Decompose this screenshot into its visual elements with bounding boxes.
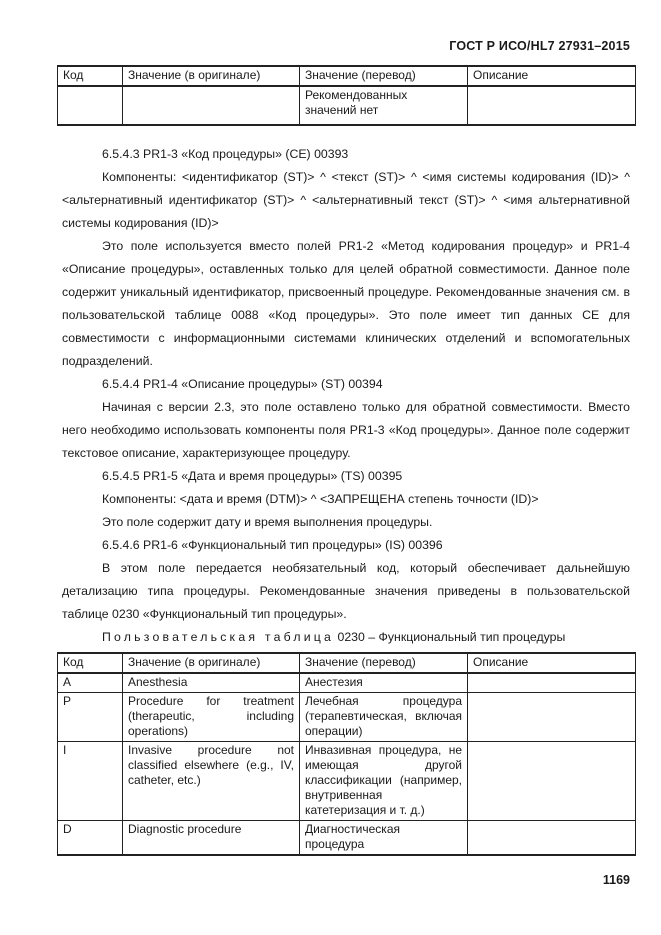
cell-description bbox=[468, 821, 636, 856]
table-row bbox=[58, 693, 636, 742]
cell-description bbox=[468, 693, 636, 742]
table-caption bbox=[62, 626, 630, 649]
cell-code: D bbox=[58, 821, 123, 856]
cell-translation: Лечебная процедура (терапевтическая, включая операции) bbox=[300, 693, 468, 742]
cell-original: Procedure for treatment (therapeutic, including operations) bbox=[123, 693, 300, 742]
column-header-description: Описание bbox=[468, 653, 636, 673]
section-heading: 6.5.4.6 PR1-6 «Функциональный тип процедуры» (IS) 00396 bbox=[102, 538, 443, 552]
section-heading: 6.5.4.4 PR1-4 «Описание процедуры» (ST) 00394 bbox=[102, 377, 383, 391]
cell-original: Invasive procedure not classified elsewhere (e.g., IV, catheter, etc.) bbox=[123, 742, 300, 821]
table-row bbox=[58, 673, 636, 693]
paragraph: В этом поле передается необязательный код, который обеспечивает дальнейшую детализацию типа процедуры. Рекомендованные значения приведены в пользовательской таблице 0230 «Функциональный тип процедуры». bbox=[62, 561, 630, 621]
column-header-original: Значение (в оригинале) bbox=[123, 66, 300, 86]
cell-original: Diagnostic procedure bbox=[123, 821, 300, 856]
section-heading: 6.5.4.3 PR1-3 «Код процедуры» (CE) 00393 bbox=[102, 147, 349, 161]
table-row bbox=[58, 821, 636, 856]
cell-code: A bbox=[58, 673, 123, 693]
cell-translation: Инвазивная процедура, не имеющая другой классификации (например, внутривенная катетеризация и т. д.) bbox=[300, 742, 468, 821]
paragraph: Это поле содержит дату и время выполнения процедуры. bbox=[102, 515, 433, 529]
cell-original: Anesthesia bbox=[123, 673, 300, 693]
cell-description bbox=[468, 742, 636, 821]
document-standard-header: ГОСТ Р ИСО/HL7 27931–2015 bbox=[449, 39, 630, 53]
cell-translation: Диагностическая процедура bbox=[300, 821, 468, 856]
section-heading: 6.5.4.5 PR1-5 «Дата и время процедуры» (TS) 00395 bbox=[102, 469, 403, 483]
caption-dash: – bbox=[368, 630, 376, 644]
column-header-description: Описание bbox=[468, 66, 636, 86]
paragraph: Начиная с версии 2.3, это поле оставлено только для обратной совместимости. Вместо него необходимо использовать компоненты поля PR1-3 «Код процедуры». Данное поле содержит текстовое описание, характеризующее процедуру. bbox=[62, 400, 630, 460]
table-continuation bbox=[57, 65, 636, 126]
table-row bbox=[58, 86, 636, 125]
cell-description bbox=[468, 86, 636, 125]
caption-title: Функциональный тип процедуры bbox=[378, 630, 566, 644]
paragraph: Компоненты: <идентификатор (ST)> ^ <текст (ST)> ^ <имя системы кодирования (ID)> ^ <альтернативный идентификатор (ST)> ^ <альтернативный текст (ST)> ^ <имя альтернативной системы кодирования (ID)> bbox=[62, 170, 630, 230]
column-header-translation: Значение (перевод) bbox=[300, 66, 468, 86]
table-0230 bbox=[57, 652, 636, 856]
table-row bbox=[58, 742, 636, 821]
caption-number: 0230 bbox=[337, 630, 365, 644]
column-header-translation: Значение (перевод) bbox=[300, 653, 468, 673]
cell-translation: Анестезия bbox=[300, 673, 468, 693]
column-header-code: Код bbox=[58, 66, 123, 86]
body-text bbox=[62, 143, 630, 649]
cell-description bbox=[468, 673, 636, 693]
paragraph: Компоненты: <дата и время (DTM)> ^ <ЗАПРЕЩЕНА степень точности (ID)> bbox=[102, 492, 539, 506]
cell-code bbox=[58, 86, 123, 125]
column-header-original: Значение (в оригинале) bbox=[123, 653, 300, 673]
cell-code: I bbox=[58, 742, 123, 821]
cell-translation: Рекомендованных значений нет bbox=[300, 86, 468, 125]
column-header-code: Код bbox=[58, 653, 123, 673]
table-header-row bbox=[58, 653, 636, 673]
page-number: 1169 bbox=[602, 873, 630, 887]
table-header-row bbox=[58, 66, 636, 86]
caption-label: Пользовательская таблица bbox=[102, 630, 335, 644]
cell-original bbox=[123, 86, 300, 125]
paragraph: Это поле используется вместо полей PR1-2 «Метод кодирования процедур» и PR1-4 «Описание процедуры», оставленных только для целей обратной совместимости. Данное поле содержит уникальный идентификатор, присвоенный процедуре. Рекомендованные значения см. в пользовательской таблице 0088 «Код процедуры». Это поле имеет тип данных CE для совместимости с информационными системами клинических отделений и вспомогательных подразделений. bbox=[62, 239, 630, 368]
cell-code: P bbox=[58, 693, 123, 742]
